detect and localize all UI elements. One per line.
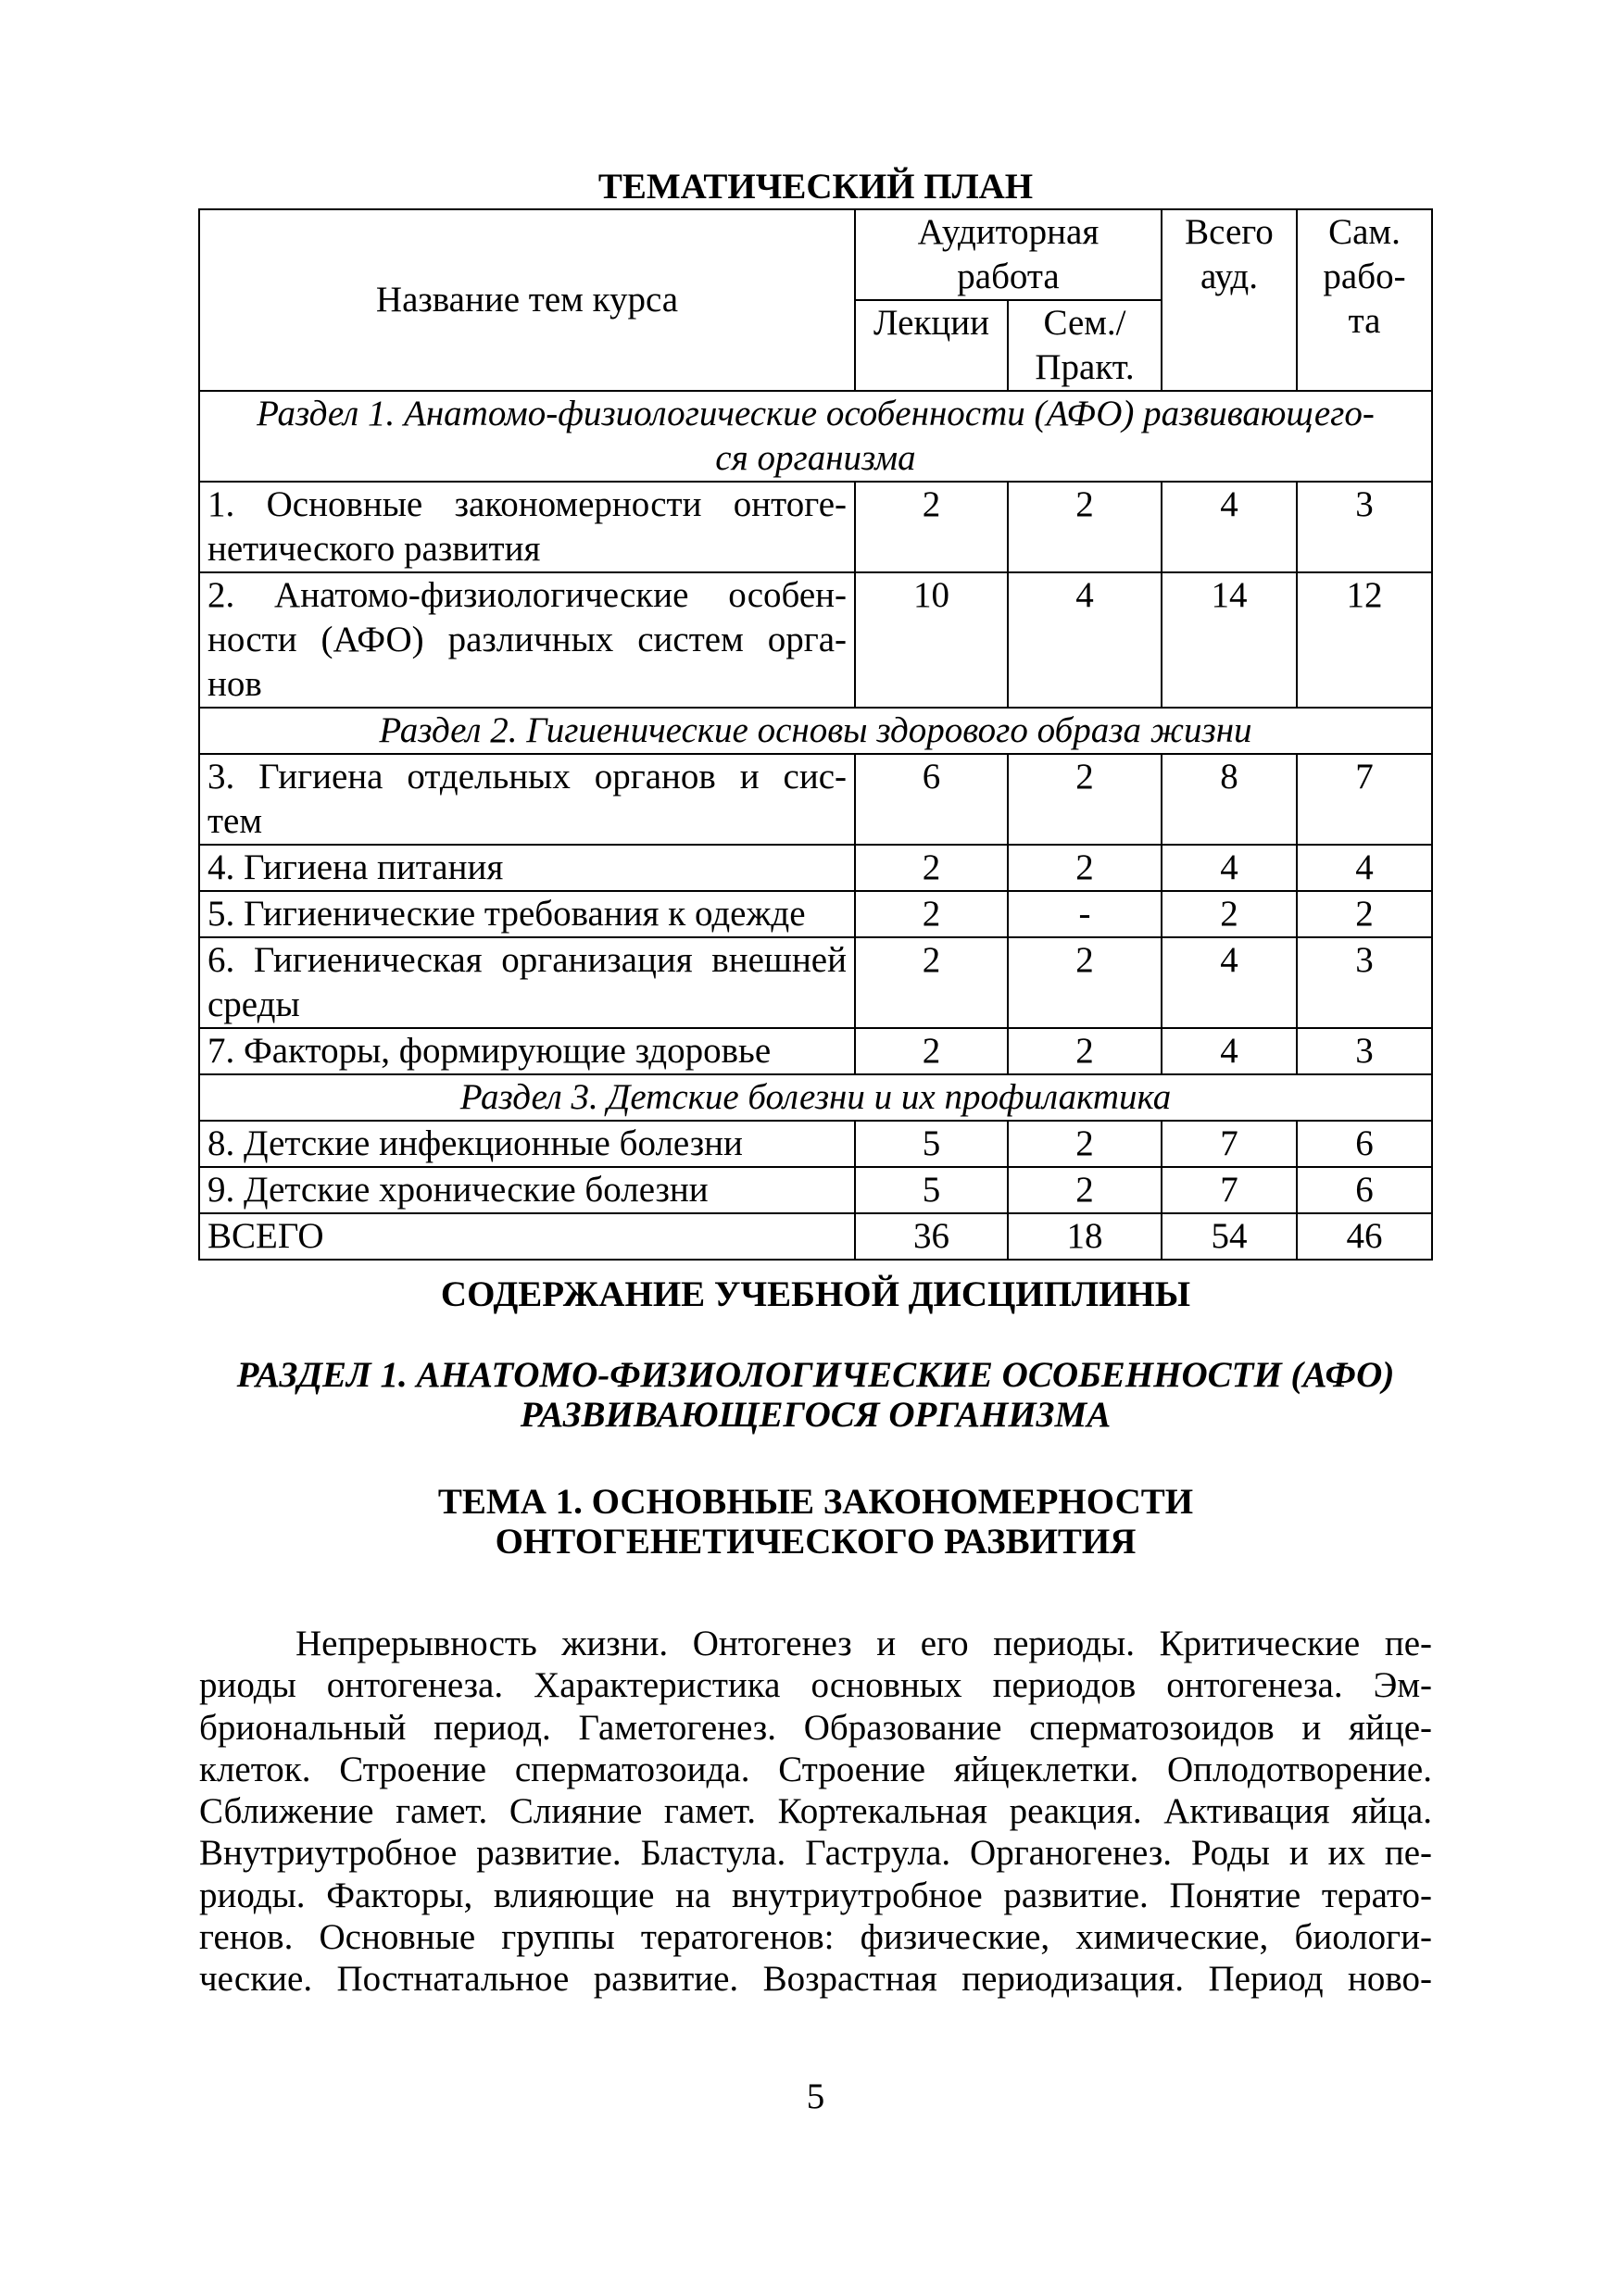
seminars-cell: 2: [1008, 754, 1162, 845]
lectures-cell: 5: [855, 1167, 1008, 1213]
paragraph-line: ческие. Постнатальное развитие. Возрастная периодизация. Период ново-: [199, 1959, 1432, 2000]
cell-line: 4. Гигиена питания: [207, 847, 504, 887]
self-work-cell: 3: [1297, 937, 1432, 1028]
lectures-cell: 36: [855, 1213, 1008, 1260]
cell-line: 8. Детские инфекционные болезни: [207, 1123, 743, 1163]
paragraph-line: Внутриутробное развитие. Бластула. Гаструла. Органогенез. Роды и их пе-: [199, 1833, 1432, 1874]
topic-name-cell: [199, 1167, 855, 1213]
section-heading-line: РАЗДЕЛ 1. АНАТОМО-ФИЗИОЛОГИЧЕСКИЕ ОСОБЕННОСТИ (АФО): [236, 1355, 1395, 1395]
total-row: [199, 1213, 1432, 1260]
header-auditory-line: Аудиторная: [917, 212, 1100, 252]
lectures-cell: 2: [855, 845, 1008, 891]
cell-line: 7. Факторы, формирующие здоровье: [207, 1031, 772, 1071]
section-row: [199, 1074, 1432, 1121]
header-seminars: [1008, 300, 1162, 391]
self-work-cell: 3: [1297, 1028, 1432, 1074]
header-auditory-line: работа: [957, 257, 1060, 296]
topic-name-cell: [199, 572, 855, 708]
topic-name-cell: [199, 482, 855, 572]
page-number: 5: [806, 2076, 825, 2116]
body-paragraph: [199, 1623, 1432, 2001]
cell-line: 1. Основные закономерности онтоге-: [207, 484, 847, 524]
section-title-cell: [199, 391, 1432, 482]
header-auditory: [855, 209, 1162, 300]
header-lectures: Лекции: [855, 300, 1008, 391]
total-aud-cell: 7: [1162, 1167, 1297, 1213]
total-aud-cell: 2: [1162, 891, 1297, 937]
cell-line: тем: [207, 801, 263, 841]
section-row: [199, 391, 1432, 482]
section-title-cell: [199, 1074, 1432, 1121]
section-row: [199, 708, 1432, 754]
table-row: [199, 572, 1432, 708]
table-row: [199, 891, 1432, 937]
cell-line: нетического развития: [207, 529, 541, 569]
total-aud-cell: 14: [1162, 572, 1297, 708]
self-work-cell: 4: [1297, 845, 1432, 891]
paragraph-line: клеток. Строение сперматозоида. Строение яйцеклетки. Оплодотворение.: [199, 1749, 1432, 1789]
self-work-cell: 6: [1297, 1121, 1432, 1167]
section-heading: [199, 1355, 1432, 1435]
topic-heading-line: ТЕМА 1. ОСНОВНЫЕ ЗАКОНОМЕРНОСТИ: [437, 1482, 1194, 1522]
total-aud-cell: 4: [1162, 845, 1297, 891]
topic-name-cell: [199, 937, 855, 1028]
lectures-cell: 2: [855, 891, 1008, 937]
seminars-cell: 2: [1008, 1028, 1162, 1074]
topic-name-cell: [199, 754, 855, 845]
seminars-cell: 2: [1008, 937, 1162, 1028]
total-aud-cell: 4: [1162, 1028, 1297, 1074]
cell-line: 5. Гигиенические требования к одежде: [207, 894, 806, 934]
header-self-line: Сам.: [1328, 212, 1401, 252]
cell-line: нов: [207, 664, 262, 704]
plan-title: ТЕМАТИЧЕСКИЙ ПЛАН: [597, 167, 1034, 207]
total-aud-cell: 7: [1162, 1121, 1297, 1167]
header-total-line: ауд.: [1200, 257, 1258, 296]
self-work-cell: 6: [1297, 1167, 1432, 1213]
topic-name-cell: [199, 1121, 855, 1167]
seminars-cell: 18: [1008, 1213, 1162, 1260]
topic-name-cell: [199, 891, 855, 937]
table-row: [199, 1028, 1432, 1074]
section-heading-line: РАЗВИВАЮЩЕГОСЯ ОРГАНИЗМА: [520, 1395, 1112, 1435]
seminars-cell: 2: [1008, 1167, 1162, 1213]
section-title-cell: [199, 708, 1432, 754]
total-aud-cell: 54: [1162, 1213, 1297, 1260]
cell-line: 3. Гигиена отдельных органов и сис-: [207, 757, 847, 797]
total-aud-cell: 8: [1162, 754, 1297, 845]
cell-line: 6. Гигиеническая организация внешней: [207, 940, 847, 980]
paragraph-line: генов. Основные группы тератогенов: физические, химические, биологи-: [199, 1917, 1432, 1958]
thematic-plan-table: [198, 208, 1433, 1261]
lectures-cell: 2: [855, 937, 1008, 1028]
header-seminars-line: Практ.: [1035, 347, 1135, 387]
topic-heading-line: ОНТОГЕНЕТИЧЕСКОГО РАЗВИТИЯ: [495, 1522, 1137, 1562]
paragraph-line: Сближение гамет. Слияние гамет. Кортекальная реакция. Активация яйца.: [199, 1791, 1432, 1832]
topic-name-cell: [199, 1213, 855, 1260]
header-total-aud: [1162, 209, 1297, 391]
table-row: [199, 937, 1432, 1028]
cell-line: ВСЕГО: [207, 1216, 324, 1256]
cell-line: Раздел 2. Гигиенические основы здорового образа жизни: [379, 710, 1252, 750]
topic-heading: [199, 1482, 1432, 1562]
lectures-cell: 2: [855, 482, 1008, 572]
table-row: [199, 1121, 1432, 1167]
lectures-cell: 6: [855, 754, 1008, 845]
cell-line: ся организма: [715, 438, 916, 478]
seminars-cell: 2: [1008, 1121, 1162, 1167]
paragraph-line: бриональный период. Гаметогенез. Образование сперматозоидов и яйце-: [199, 1707, 1432, 1748]
seminars-cell: -: [1008, 891, 1162, 937]
total-aud-cell: 4: [1162, 937, 1297, 1028]
self-work-cell: 12: [1297, 572, 1432, 708]
seminars-cell: 2: [1008, 482, 1162, 572]
paragraph-line: Непрерывность жизни. Онтогенез и его периоды. Критические пе-: [295, 1624, 1432, 1663]
self-work-cell: 46: [1297, 1213, 1432, 1260]
table-header-row: [199, 209, 1432, 300]
lectures-cell: 2: [855, 1028, 1008, 1074]
header-name: Название тем курса: [199, 209, 855, 391]
seminars-cell: 2: [1008, 845, 1162, 891]
self-work-cell: 3: [1297, 482, 1432, 572]
cell-line: ности (АФО) различных систем орга-: [207, 620, 847, 659]
self-work-cell: 2: [1297, 891, 1432, 937]
topic-name-cell: [199, 845, 855, 891]
content-title: СОДЕРЖАНИЕ УЧЕБНОЙ ДИСЦИПЛИНЫ: [440, 1274, 1191, 1314]
paragraph-line: риоды онтогенеза. Характеристика основных периодов онтогенеза. Эм-: [199, 1665, 1432, 1706]
table-row: [199, 482, 1432, 572]
cell-line: Раздел 1. Анатомо-физиологические особенности (АФО) развивающего-: [257, 394, 1375, 433]
total-aud-cell: 4: [1162, 482, 1297, 572]
table-row: [199, 845, 1432, 891]
topic-name-cell: [199, 1028, 855, 1074]
header-total-line: Всего: [1185, 212, 1274, 252]
header-seminars-line: Сем./: [1043, 303, 1126, 343]
lectures-cell: 5: [855, 1121, 1008, 1167]
table-row: [199, 754, 1432, 845]
table-row: [199, 1167, 1432, 1213]
header-self-line: рабо-: [1323, 257, 1406, 296]
cell-line: среды: [207, 985, 300, 1024]
paragraph-line: риоды. Факторы, влияющие на внутриутробное развитие. Понятие терато-: [199, 1875, 1432, 1915]
cell-line: 9. Детские хронические болезни: [207, 1170, 709, 1210]
lectures-cell: 10: [855, 572, 1008, 708]
cell-line: 2. Анатомо-физиологические особен-: [207, 575, 847, 615]
header-self-line: та: [1348, 301, 1381, 341]
seminars-cell: 4: [1008, 572, 1162, 708]
header-self-work: [1297, 209, 1432, 391]
cell-line: Раздел 3. Детские болезни и их профилактика: [459, 1077, 1172, 1117]
self-work-cell: 7: [1297, 754, 1432, 845]
